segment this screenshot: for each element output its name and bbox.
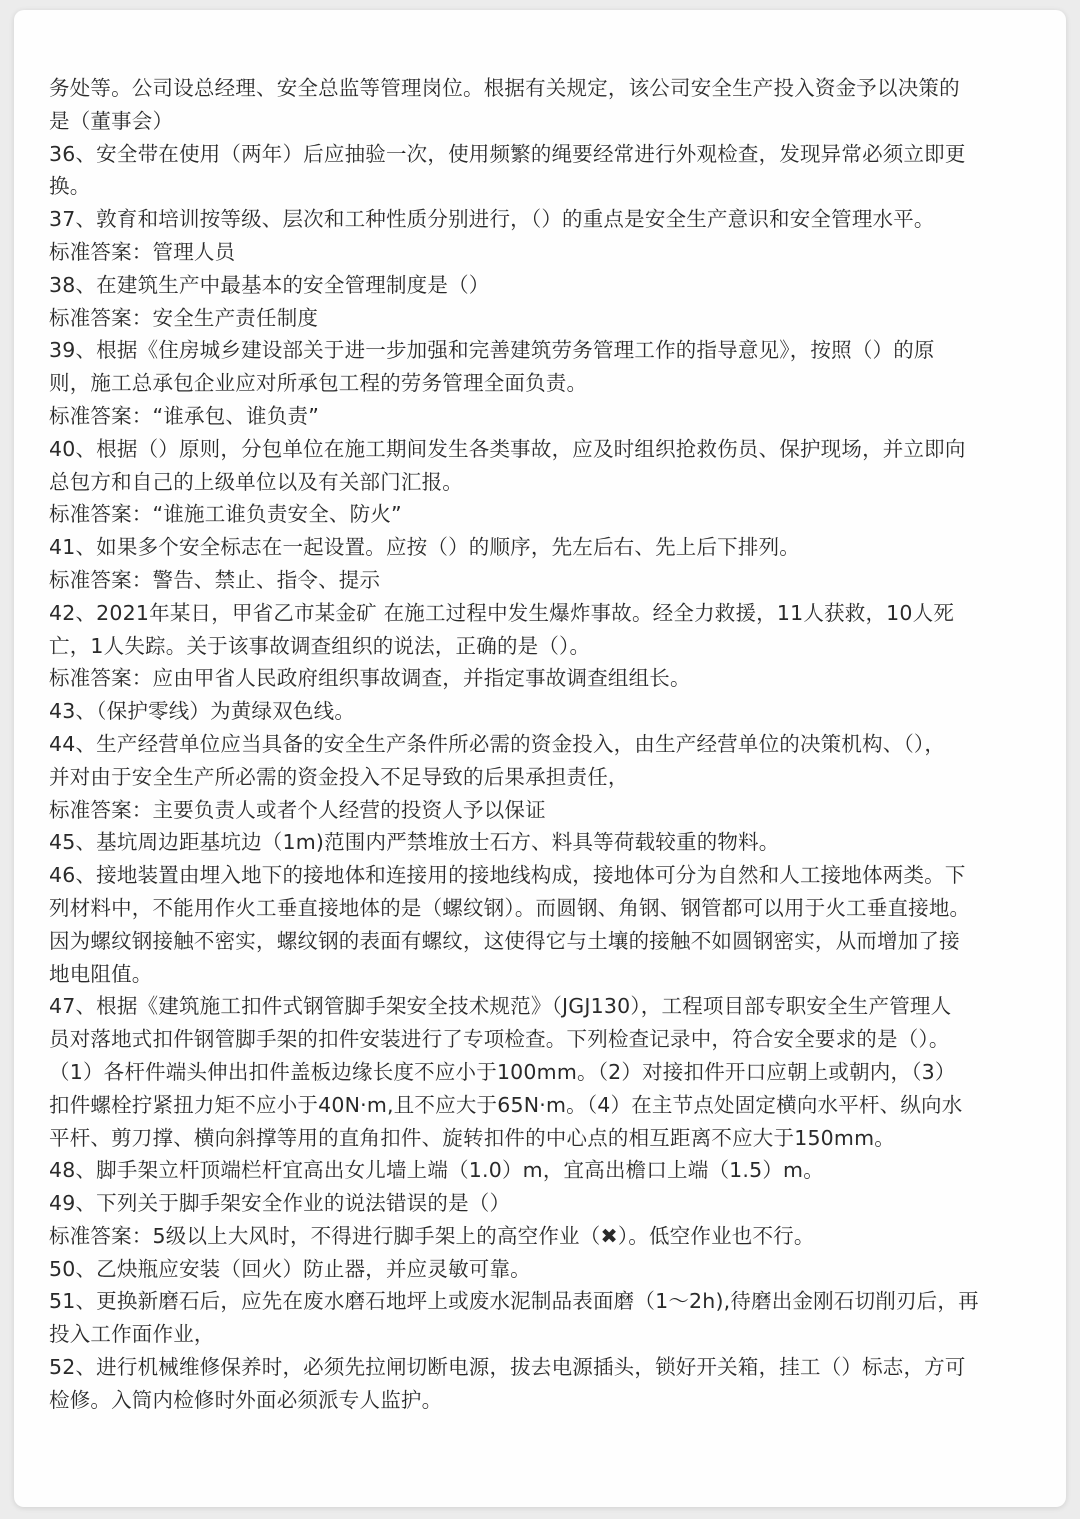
- text-line: 49、下列关于脚手架安全作业的说法错误的是（）: [49, 1191, 511, 1216]
- document-page: [14, 10, 1066, 1507]
- text-line: 52、进行机械维修保养时，必须先拉闸切断电源，拔去电源插头，锁好开关箱，挂工（）标志，方可: [49, 1355, 966, 1380]
- text-line: 44、生产经营单位应当具备的安全生产条件所必需的资金投入，由生产经营单位的决策机构、（），: [49, 731, 946, 756]
- text-line: 48、脚手架立杆顶端栏杆宜高出女儿墙上端（1.0）m，宜高出檐口上端（1.5）m。: [49, 1158, 824, 1183]
- text-line: 标准答案：主要负责人或者个人经营的投资人予以保证: [49, 797, 546, 822]
- text-line: 标准答案：安全生产责任制度: [49, 305, 319, 330]
- text-line: （1）各杆件端头伸出扣件盖板边缘长度不应小于100mm。（2）对接扣件开口应朝上或朝内，（3）: [49, 1059, 956, 1084]
- text-line: 标准答案：“谁承包、谁负责”: [49, 403, 320, 428]
- text-line: 41、如果多个安全标志在一起设置。应按（）的顺序，先左后右、先上后下排列。: [49, 535, 800, 560]
- text-line: 标准答案：“谁施工谁负责安全、防火”: [49, 502, 402, 527]
- text-line: 平杆、剪刀撑、横向斜撑等用的直角扣件、旋转扣件的中心点的相互距离不应大于150mm。: [49, 1125, 895, 1150]
- text-line: 并对由于安全生产所必需的资金投入不足导致的后果承担责任，: [49, 764, 629, 789]
- text-line: 检修。入筒内检修时外面必须派专人监护。: [49, 1387, 443, 1412]
- text-line: 员对落地式扣件钢管脚手架的扣件安装进行了专项检查。下列检查记录中，符合安全要求的是（）。: [49, 1027, 950, 1052]
- text-line: 标准答案：应由甲省人民政府组织事故调查，并指定事故调查组组长。: [49, 666, 691, 691]
- text-line: 则，施工总承包企业应对所承包工程的劳务管理全面负责。: [49, 371, 588, 396]
- text-line: 50、乙炔瓶应安装（回火）防止器，并应灵敏可靠。: [49, 1256, 531, 1281]
- text-line: 39、根据《住房城乡建设部关于进一步加强和完善建筑劳务管理工作的指导意见》，按照（）的原: [49, 338, 935, 363]
- text-line: 换。: [49, 174, 91, 199]
- text-line: 地电阻值。: [49, 961, 153, 986]
- text-line: 列材料中，不能用作火工垂直接地体的是（螺纹钢）。而圆钢、角钢、钢管都可以用于火工垂直接地。: [49, 895, 971, 920]
- text-line: 是（董事会）: [49, 108, 174, 133]
- text-line: 投入工作面作业，: [49, 1322, 215, 1347]
- text-line: 总包方和自己的上级单位以及有关部门汇报。: [49, 469, 463, 494]
- text-line: 40、根据（）原则，分包单位在施工期间发生各类事故，应及时组织抢救伤员、保护现场，并立即向: [49, 436, 966, 461]
- text-line: 扣件螺栓拧紧扭力矩不应小于40N·m,且不应大于65N·m。（4）在主节点处固定横向水平杆、纵向水: [49, 1092, 963, 1117]
- text-line: 38、在建筑生产中最基本的安全管理制度是（）: [49, 272, 490, 297]
- document-text: [49, 72, 1039, 1417]
- text-line: 标准答案：5级以上大风时，不得进行脚手架上的高空作业（✖）。低空作业也不行。: [49, 1223, 815, 1248]
- text-line: 42、2021年某日，甲省乙市某金矿 在施工过程中发生爆炸事故。经全力救援，11人获救，10人死: [49, 600, 955, 625]
- text-line: 标准答案：管理人员: [49, 239, 236, 264]
- text-line: 亡，1人失踪。关于该事故调查组织的说法，正确的是（）。: [49, 633, 591, 658]
- text-line: 务处等。公司设总经理、安全总监等管理岗位。根据有关规定，该公司安全生产投入资金予以决策的: [49, 76, 960, 100]
- text-line: 47、根据《建筑施工扣件式钢管脚手架安全技术规范》（JGJ130），工程项目部专职安全生产管理人: [49, 994, 952, 1019]
- text-line: 37、敦育和培训按等级、层次和工种性质分别进行，（）的重点是安全生产意识和安全管理水平。: [49, 207, 935, 232]
- text-line: 45、基坑周边距基坑边（1m)范围内严禁堆放士石方、料具等荷载较重的物料。: [49, 830, 780, 855]
- text-line: 36、安全带在使用（两年）后应抽验一次，使用频繁的绳要经常进行外观检查，发现异常必须立即更: [49, 141, 966, 166]
- text-line: 标准答案：警告、禁止、指令、提示: [49, 567, 381, 592]
- text-line: 46、接地装置由埋入地下的接地体和连接用的接地线构成，接地体可分为自然和人工接地体两类。下: [49, 863, 966, 888]
- text-line: 43、（保护零线）为黄绿双色线。: [49, 699, 356, 724]
- text-line: 因为螺纹钢接触不密实，螺纹钢的表面有螺纹，这使得它与土壤的接触不如圆钢密实，从而增加了接: [49, 928, 960, 953]
- text-line: 51、更换新磨石后，应先在废水磨石地坪上或废水泥制品表面磨（1～2h),待磨出金刚石切削刃后，再: [49, 1289, 979, 1314]
